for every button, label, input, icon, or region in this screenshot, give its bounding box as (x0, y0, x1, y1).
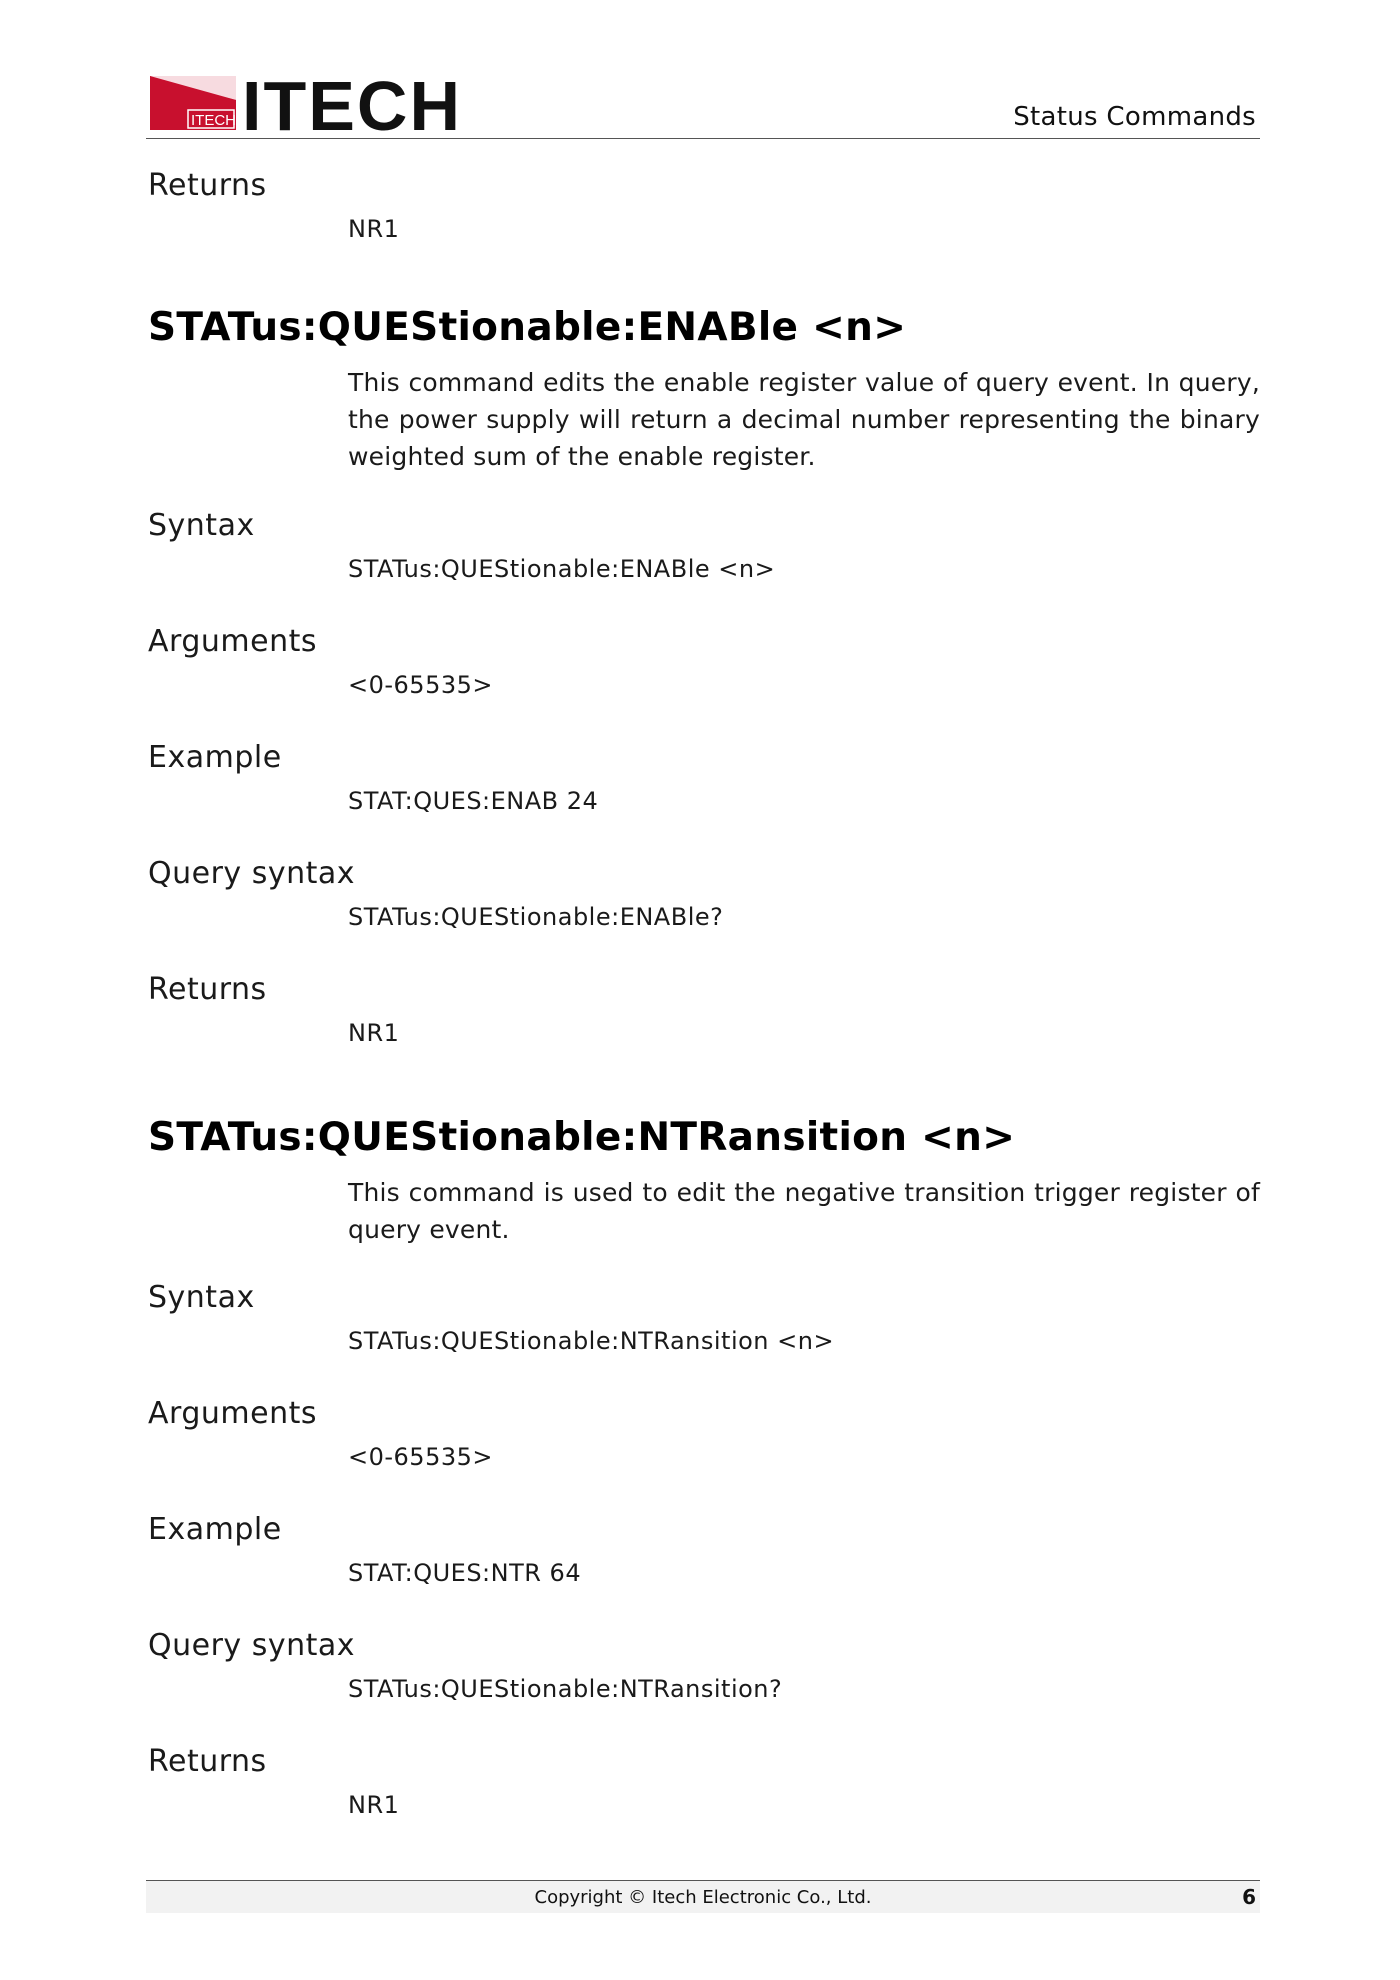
arguments-value: <0-65535> (348, 1443, 493, 1471)
returns-label: Returns (148, 1744, 267, 1779)
arguments-value: <0-65535> (348, 671, 493, 699)
query-value-block (148, 1672, 1260, 1706)
syntax-value-block (148, 1324, 1260, 1358)
copyright-text: Copyright © Itech Electronic Co., Ltd. (534, 1887, 872, 1908)
command-description-ntransition (148, 1174, 1260, 1248)
returns-block (148, 166, 1260, 206)
returns-value: NR1 (348, 215, 400, 243)
section-title: Status Commands (1013, 102, 1256, 132)
page-number: 6 (1242, 1885, 1256, 1909)
query-block-ntransition (148, 1626, 1260, 1666)
arguments-block-enable (148, 622, 1260, 662)
returns-value: NR1 (348, 1791, 400, 1819)
query-syntax-value: STATus:QUEStionable:NTRansition? (348, 1675, 783, 1703)
query-value-block (148, 900, 1260, 934)
example-label: Example (148, 740, 282, 775)
returns-block-enable (148, 970, 1260, 1010)
syntax-value-block (148, 552, 1260, 586)
arguments-block-ntransition (148, 1394, 1260, 1434)
example-value-block (148, 1556, 1260, 1590)
query-block-enable (148, 854, 1260, 894)
arguments-value-block (148, 668, 1260, 702)
syntax-label: Syntax (148, 1280, 255, 1315)
example-block-ntransition (148, 1510, 1260, 1550)
returns-value-block (148, 1788, 1260, 1822)
command-heading: STATus:QUEStionable:ENABle <n> (148, 305, 907, 350)
svg-text:ITECH: ITECH (191, 112, 236, 129)
returns-value-block (148, 212, 1260, 246)
returns-value: NR1 (348, 1019, 400, 1047)
syntax-label: Syntax (148, 508, 255, 543)
arguments-value-block (148, 1440, 1260, 1474)
itech-logo (150, 74, 470, 134)
example-value: STAT:QUES:NTR 64 (348, 1559, 582, 1587)
page-header (146, 66, 1260, 139)
query-syntax-label: Query syntax (148, 856, 356, 891)
returns-block-ntransition (148, 1742, 1260, 1782)
command-heading-ntransition (148, 1112, 1260, 1164)
arguments-label: Arguments (148, 1396, 317, 1431)
command-description: This command edits the enable register value of query event. In query, the power supply will return a decimal number representing the binary weighted sum of the enable register. (348, 368, 1260, 471)
syntax-block-enable (148, 506, 1260, 546)
example-label: Example (148, 1512, 282, 1547)
syntax-block-ntransition (148, 1278, 1260, 1318)
returns-label: Returns (148, 168, 267, 203)
arguments-label: Arguments (148, 624, 317, 659)
command-heading-enable (148, 302, 1260, 354)
svg-text:ITECH: ITECH (242, 74, 462, 134)
example-block-enable (148, 738, 1260, 778)
syntax-value: STATus:QUEStionable:NTRansition <n> (348, 1327, 835, 1355)
page-footer (146, 1880, 1260, 1913)
query-syntax-label: Query syntax (148, 1628, 356, 1663)
example-value: STAT:QUES:ENAB 24 (348, 787, 599, 815)
returns-value-block (148, 1016, 1260, 1050)
returns-label: Returns (148, 972, 267, 1007)
command-heading: STATus:QUEStionable:NTRansition <n> (148, 1115, 1016, 1160)
command-description-enable (148, 364, 1260, 475)
example-value-block (148, 784, 1260, 818)
query-syntax-value: STATus:QUEStionable:ENABle? (348, 903, 724, 931)
command-description: This command is used to edit the negative transition trigger register of query event. (348, 1178, 1260, 1244)
syntax-value: STATus:QUEStionable:ENABle <n> (348, 555, 776, 583)
